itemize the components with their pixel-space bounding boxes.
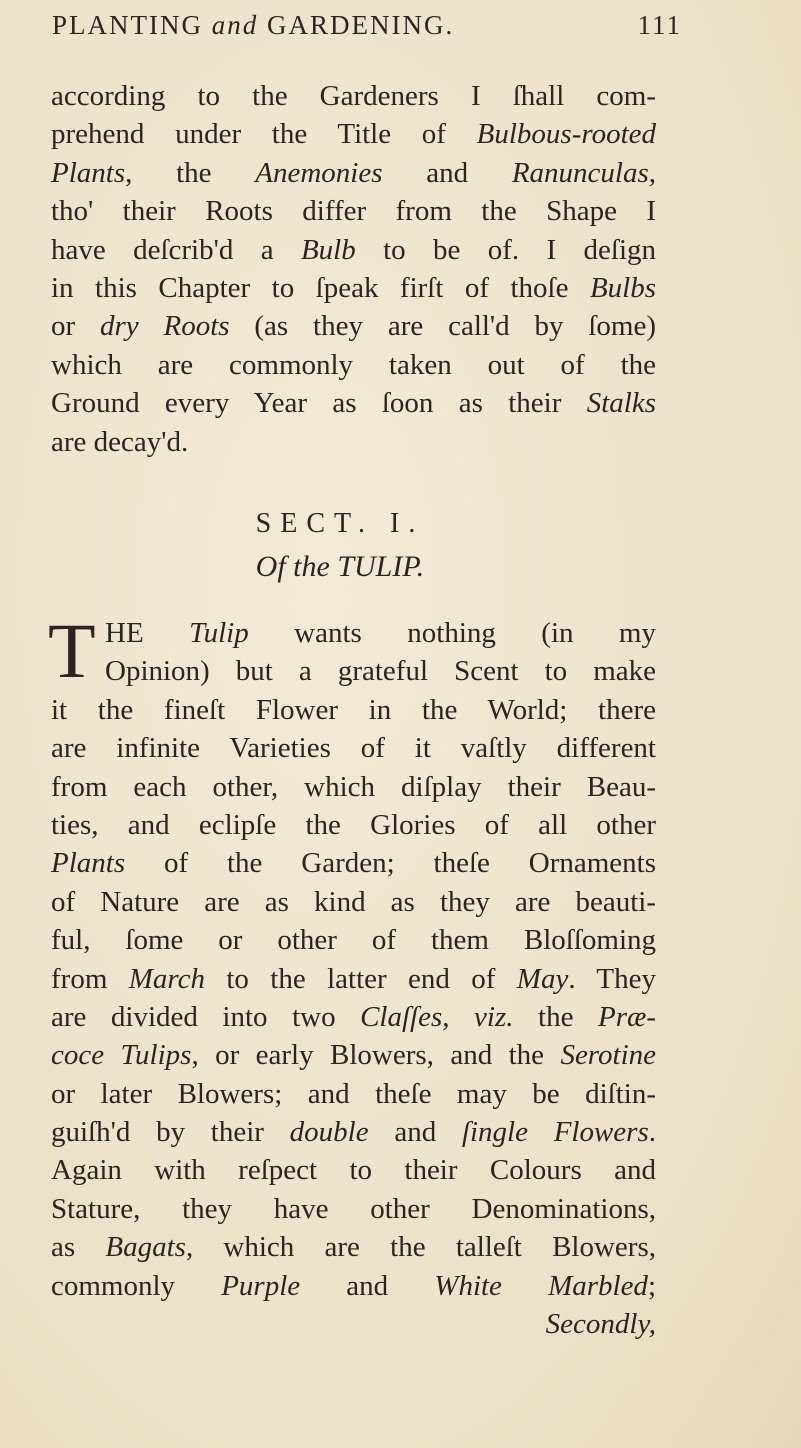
text-run: May [516,962,569,995]
text-line [51,921,656,959]
text-run: are decay'd. [51,425,189,458]
text-run: March [128,962,205,995]
text-run: of Nature are as kind as they are beauti- [51,885,656,918]
text-line [51,729,656,767]
text-run: Purple [221,1269,301,1302]
text-run: Bagats [105,1231,186,1264]
text-run: Serotine [560,1039,657,1072]
text-run: Plants [51,156,126,189]
text-run: of the Garden; theſe Ornaments [125,847,656,880]
text-run: Anemonies [255,156,383,189]
text-run: Stalks [586,387,656,420]
text-run: dry Roots [100,310,230,343]
text-line [51,844,656,882]
text-run: Again with reſpect to their Colours and [51,1154,656,1187]
text-line [51,1228,656,1266]
text-line [51,1113,656,1151]
text-line [51,1305,656,1343]
text-line [51,768,656,806]
text-line [51,691,656,729]
text-run: White Marbled [434,1269,648,1302]
text-run: Tulip [189,617,249,649]
running-title [52,10,454,40]
text-run: or later Blowers; and theſe may be diſtin- [51,1077,656,1110]
running-header [52,10,682,41]
text-run: ſingle Flowers [461,1116,649,1149]
text-line [51,192,656,230]
text-line [51,1267,656,1305]
text-line [51,384,656,422]
tulip-paragraph [51,614,656,1343]
text-run: wants nothing (in my [248,617,656,649]
text-run: and [211,10,259,40]
text-run: Bulbous-rooted [476,118,656,151]
text-run: . [648,1116,656,1149]
text-run: (as they are call'd by ſome) [229,310,656,343]
text-run: . They [568,962,657,995]
text-run: , the [125,156,256,189]
text-run: guiſh'd by their [51,1116,290,1149]
text-line [51,1036,656,1074]
text-run: ful, ſome or other of them Bloſſoming [51,924,656,957]
text-run: , [648,156,656,189]
text-run: Opinion) but a grateful Scent to make [105,655,656,688]
text-line [51,231,656,269]
text-run: Secondly, [545,1308,656,1341]
text-run: ties, and eclipſe the Glories of all other [51,808,656,841]
text-line [51,77,656,115]
text-line [51,346,656,384]
text-run: from [51,962,129,995]
drop-cap: T [48,607,96,694]
text-run: ; [647,1269,656,1302]
text-run: which are commonly taken out of the [51,348,656,381]
text-run: and [368,1116,462,1149]
text-run: PLANTING [52,10,212,40]
text-run: the [513,1000,598,1033]
text-run: GARDENING. [258,10,455,40]
text-line [51,307,656,345]
text-run: Stature, they have other Denominations, [51,1192,656,1225]
text-run: it the fineſt Flower in the World; there [51,693,656,726]
text-line [51,806,656,844]
text-line [51,614,656,652]
text-run: are infinite Varieties of it vaſtly different [51,732,656,765]
text-run: or [51,310,100,343]
text-line [51,1151,656,1189]
text-run: coce Tulips [51,1039,192,1072]
text-run: Bulbs [589,271,656,304]
text-run: to be of. I deſign [355,233,656,266]
text-run: are divided into two [51,1000,361,1033]
text-line [51,960,656,998]
text-line [51,1075,656,1113]
text-run: Plants [51,847,126,880]
text-line [51,883,656,921]
text-run: according to the Gardeners I ſhall com- [51,80,656,112]
text-run: and [300,1269,435,1302]
text-run: prehend under the Title of [51,118,477,151]
text-run: tho' their Roots differ from the Shape I [51,195,656,228]
text-line [51,115,656,153]
intro-paragraph [51,77,656,461]
text-line [51,269,656,307]
text-run: commonly [51,1269,222,1302]
section-subtitle: Of the TULIP. [255,550,425,583]
text-line [51,423,656,461]
text-run: Præ- [598,1000,656,1033]
text-run: to the latter end of [205,962,517,995]
text-run: in this Chapter to ſpeak firſt of thoſe [51,271,590,304]
text-line [51,652,656,690]
text-run: Bulb [300,233,356,266]
text-run: and [382,156,512,189]
text-run: HE [105,617,190,649]
page-number: 111 [637,10,682,40]
text-run: , which are the talleſt Blowers, [185,1231,656,1264]
text-run: as [51,1231,106,1264]
text-run: , or early Blowers, and the [191,1039,561,1072]
text-line [51,154,656,192]
text-run: Ranunculas [511,156,649,189]
text-line [51,998,656,1036]
text-run: Claſſes, viz. [360,1000,514,1033]
text-line [51,1190,656,1228]
text-run: Ground every Year as ſoon as their [51,387,587,420]
text-run: from each other, which diſplay their Beau- [51,770,656,803]
text-run: double [289,1116,369,1149]
section-heading: SECT. I. [255,508,425,539]
text-run: have deſcrib'd a [51,233,301,266]
